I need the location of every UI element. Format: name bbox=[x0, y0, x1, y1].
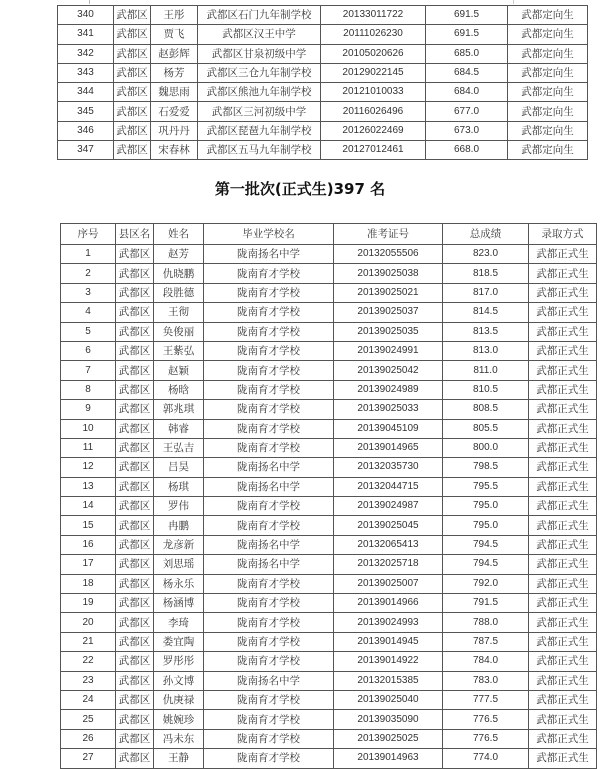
cell-exam-id: 20139024989 bbox=[334, 380, 443, 399]
cell-no: 341 bbox=[58, 25, 114, 44]
cell-method: 武都定向生 bbox=[508, 102, 588, 121]
cell-exam-id: 20116026496 bbox=[321, 102, 426, 121]
cell-score: 798.5 bbox=[443, 458, 529, 477]
cell-method: 武都正式生 bbox=[529, 729, 597, 748]
cell-school: 陇南扬名中学 bbox=[204, 555, 334, 574]
cell-exam-id: 20139025025 bbox=[334, 729, 443, 748]
cell-school: 陇南育才学校 bbox=[204, 652, 334, 671]
cell-name: 王弘吉 bbox=[154, 438, 204, 457]
cell-score: 776.5 bbox=[443, 729, 529, 748]
cell-score: 794.5 bbox=[443, 555, 529, 574]
page-edge-mark bbox=[89, 0, 90, 4]
cell-school: 陇南育才学校 bbox=[204, 613, 334, 632]
cell-method: 武都正式生 bbox=[529, 497, 597, 516]
cell-county: 武都区 bbox=[116, 341, 154, 360]
cell-score: 684.5 bbox=[426, 63, 508, 82]
cell-school: 陇南育才学校 bbox=[204, 574, 334, 593]
table-row bbox=[61, 477, 597, 496]
cell-county: 武都区 bbox=[116, 690, 154, 709]
cell-exam-id: 20132065413 bbox=[334, 535, 443, 554]
cell-name: 赵颖 bbox=[154, 361, 204, 380]
cell-name: 魏思雨 bbox=[151, 83, 198, 102]
cell-no: 17 bbox=[61, 555, 116, 574]
cell-school: 陇南扬名中学 bbox=[204, 458, 334, 477]
cell-method: 武都正式生 bbox=[529, 710, 597, 729]
cell-score: 818.5 bbox=[443, 264, 529, 283]
cell-name: 石爱爱 bbox=[151, 102, 198, 121]
cell-county: 武都区 bbox=[116, 535, 154, 554]
cell-county: 武都区 bbox=[116, 322, 154, 341]
cell-score: 791.5 bbox=[443, 594, 529, 613]
cell-no: 345 bbox=[58, 102, 114, 121]
cell-score: 777.5 bbox=[443, 690, 529, 709]
cell-score: 813.0 bbox=[443, 341, 529, 360]
cell-method: 武都正式生 bbox=[529, 458, 597, 477]
cell-name: 罗伟 bbox=[154, 497, 204, 516]
cell-exam-id: 20139025045 bbox=[334, 516, 443, 535]
page-edge-mark bbox=[513, 0, 514, 4]
cell-county: 武都区 bbox=[116, 400, 154, 419]
cell-method: 武都正式生 bbox=[529, 361, 597, 380]
cell-exam-id: 20139025021 bbox=[334, 283, 443, 302]
cell-name: 冉鹏 bbox=[154, 516, 204, 535]
cell-exam-id: 20129022145 bbox=[321, 63, 426, 82]
header-method: 录取方式 bbox=[529, 224, 597, 245]
cell-method: 武都正式生 bbox=[529, 594, 597, 613]
cell-school: 武都区五马九年制学校 bbox=[198, 141, 321, 160]
cell-method: 武都定向生 bbox=[508, 25, 588, 44]
cell-score: 811.0 bbox=[443, 361, 529, 380]
table-row bbox=[61, 380, 597, 399]
cell-county: 武都区 bbox=[114, 44, 151, 63]
cell-school: 陇南育才学校 bbox=[204, 438, 334, 457]
cell-county: 武都区 bbox=[116, 283, 154, 302]
cell-exam-id: 20105020626 bbox=[321, 44, 426, 63]
cell-school: 陇南育才学校 bbox=[204, 303, 334, 322]
cell-name: 王彻 bbox=[154, 303, 204, 322]
cell-score: 813.5 bbox=[443, 322, 529, 341]
cell-no: 10 bbox=[61, 419, 116, 438]
cell-name: 仇庚禄 bbox=[154, 690, 204, 709]
cell-name: 赵彭辉 bbox=[151, 44, 198, 63]
cell-score: 776.5 bbox=[443, 710, 529, 729]
cell-score: 795.0 bbox=[443, 497, 529, 516]
cell-school: 武都区石门九年制学校 bbox=[198, 6, 321, 25]
cell-name: 贾飞 bbox=[151, 25, 198, 44]
cell-name: 王静 bbox=[154, 749, 204, 768]
cell-name: 姚婉珍 bbox=[154, 710, 204, 729]
cell-school: 陇南育才学校 bbox=[204, 729, 334, 748]
cell-county: 武都区 bbox=[116, 710, 154, 729]
cell-name: 娄宜陶 bbox=[154, 632, 204, 651]
cell-method: 武都正式生 bbox=[529, 322, 597, 341]
cell-no: 5 bbox=[61, 322, 116, 341]
cell-county: 武都区 bbox=[114, 63, 151, 82]
table-row bbox=[58, 44, 588, 63]
cell-name: 奂俊丽 bbox=[154, 322, 204, 341]
cell-name: 吕昊 bbox=[154, 458, 204, 477]
table-row bbox=[61, 516, 597, 535]
cell-method: 武都正式生 bbox=[529, 671, 597, 690]
cell-score: 783.0 bbox=[443, 671, 529, 690]
cell-county: 武都区 bbox=[116, 380, 154, 399]
cell-name: 巩丹丹 bbox=[151, 121, 198, 140]
header-score: 总成绩 bbox=[443, 224, 529, 245]
cell-county: 武都区 bbox=[116, 264, 154, 283]
table-row bbox=[61, 710, 597, 729]
cell-school: 陇南育才学校 bbox=[204, 632, 334, 651]
first-batch-students-table bbox=[60, 223, 597, 769]
cell-method: 武都定向生 bbox=[508, 6, 588, 25]
table-row bbox=[61, 264, 597, 283]
cell-school: 武都区琵琶九年制学校 bbox=[198, 121, 321, 140]
cell-score: 795.5 bbox=[443, 477, 529, 496]
table-row bbox=[61, 690, 597, 709]
cell-school: 陇南育才学校 bbox=[204, 322, 334, 341]
cell-score: 795.0 bbox=[443, 516, 529, 535]
cell-method: 武都定向生 bbox=[508, 63, 588, 82]
cell-method: 武都正式生 bbox=[529, 749, 597, 768]
table-row bbox=[58, 6, 588, 25]
header-no: 序号 bbox=[61, 224, 116, 245]
cell-county: 武都区 bbox=[116, 497, 154, 516]
cell-score: 784.0 bbox=[443, 652, 529, 671]
cell-no: 19 bbox=[61, 594, 116, 613]
table-header-row bbox=[61, 224, 597, 245]
cell-no: 12 bbox=[61, 458, 116, 477]
cell-no: 25 bbox=[61, 710, 116, 729]
table-row bbox=[61, 303, 597, 322]
cell-name: 郭兆琪 bbox=[154, 400, 204, 419]
cell-method: 武都正式生 bbox=[529, 419, 597, 438]
cell-exam-id: 20139014922 bbox=[334, 652, 443, 671]
table-row bbox=[58, 63, 588, 82]
cell-method: 武都正式生 bbox=[529, 516, 597, 535]
table-row bbox=[61, 400, 597, 419]
cell-county: 武都区 bbox=[114, 102, 151, 121]
cell-school: 武都区三河初级中学 bbox=[198, 102, 321, 121]
cell-name: 冯未东 bbox=[154, 729, 204, 748]
cell-method: 武都定向生 bbox=[508, 121, 588, 140]
cell-no: 26 bbox=[61, 729, 116, 748]
cell-school: 陇南育才学校 bbox=[204, 710, 334, 729]
cell-exam-id: 20121010033 bbox=[321, 83, 426, 102]
cell-county: 武都区 bbox=[114, 141, 151, 160]
cell-county: 武都区 bbox=[116, 671, 154, 690]
cell-name: 王彤 bbox=[151, 6, 198, 25]
table-row bbox=[58, 121, 588, 140]
table-row bbox=[58, 141, 588, 160]
cell-no: 2 bbox=[61, 264, 116, 283]
cell-no: 20 bbox=[61, 613, 116, 632]
cell-score: 800.0 bbox=[443, 438, 529, 457]
cell-method: 武都正式生 bbox=[529, 341, 597, 360]
cell-exam-id: 20139024991 bbox=[334, 341, 443, 360]
cell-score: 774.0 bbox=[443, 749, 529, 768]
cell-exam-id: 20132055506 bbox=[334, 245, 443, 264]
cell-school: 陇南扬名中学 bbox=[204, 245, 334, 264]
cell-score: 808.5 bbox=[443, 400, 529, 419]
cell-exam-id: 20139025040 bbox=[334, 690, 443, 709]
cell-county: 武都区 bbox=[116, 729, 154, 748]
cell-exam-id: 20139035090 bbox=[334, 710, 443, 729]
table-row bbox=[61, 594, 597, 613]
table-row bbox=[61, 245, 597, 264]
table-row bbox=[61, 438, 597, 457]
cell-name: 王紫弘 bbox=[154, 341, 204, 360]
header-county: 县区名 bbox=[116, 224, 154, 245]
cell-exam-id: 20139045109 bbox=[334, 419, 443, 438]
cell-method: 武都正式生 bbox=[529, 574, 597, 593]
cell-score: 787.5 bbox=[443, 632, 529, 651]
cell-county: 武都区 bbox=[116, 555, 154, 574]
table-row bbox=[61, 555, 597, 574]
cell-school: 武都区三仓九年制学校 bbox=[198, 63, 321, 82]
cell-name: 杨涵博 bbox=[154, 594, 204, 613]
cell-county: 武都区 bbox=[114, 121, 151, 140]
cell-no: 8 bbox=[61, 380, 116, 399]
cell-name: 杨芳 bbox=[151, 63, 198, 82]
cell-school: 陇南育才学校 bbox=[204, 497, 334, 516]
cell-exam-id: 20139024987 bbox=[334, 497, 443, 516]
table-row bbox=[58, 102, 588, 121]
cell-name: 杨琪 bbox=[154, 477, 204, 496]
table-row bbox=[61, 361, 597, 380]
cell-school: 陇南育才学校 bbox=[204, 419, 334, 438]
cell-method: 武都正式生 bbox=[529, 632, 597, 651]
cell-exam-id: 20139014965 bbox=[334, 438, 443, 457]
cell-no: 343 bbox=[58, 63, 114, 82]
table-row bbox=[61, 458, 597, 477]
cell-exam-id: 20133011722 bbox=[321, 6, 426, 25]
cell-method: 武都正式生 bbox=[529, 477, 597, 496]
cell-name: 李琦 bbox=[154, 613, 204, 632]
cell-no: 7 bbox=[61, 361, 116, 380]
cell-no: 4 bbox=[61, 303, 116, 322]
cell-no: 11 bbox=[61, 438, 116, 457]
cell-county: 武都区 bbox=[116, 245, 154, 264]
cell-county: 武都区 bbox=[116, 652, 154, 671]
cell-exam-id: 20139025033 bbox=[334, 400, 443, 419]
cell-no: 342 bbox=[58, 44, 114, 63]
cell-county: 武都区 bbox=[116, 361, 154, 380]
cell-name: 仇晓鹏 bbox=[154, 264, 204, 283]
cell-no: 13 bbox=[61, 477, 116, 496]
cell-exam-id: 20139014966 bbox=[334, 594, 443, 613]
cell-name: 段胜德 bbox=[154, 283, 204, 302]
cell-score: 814.5 bbox=[443, 303, 529, 322]
cell-no: 24 bbox=[61, 690, 116, 709]
cell-method: 武都正式生 bbox=[529, 438, 597, 457]
cell-county: 武都区 bbox=[114, 83, 151, 102]
table-row bbox=[61, 749, 597, 768]
cell-score: 794.5 bbox=[443, 535, 529, 554]
table-row bbox=[61, 341, 597, 360]
cell-school: 武都区熊池九年制学校 bbox=[198, 83, 321, 102]
cell-no: 18 bbox=[61, 574, 116, 593]
section-title: 第一批次(正式生)397 名 bbox=[214, 180, 386, 198]
cell-score: 668.0 bbox=[426, 141, 508, 160]
cell-score: 810.5 bbox=[443, 380, 529, 399]
cell-no: 346 bbox=[58, 121, 114, 140]
cell-no: 27 bbox=[61, 749, 116, 768]
cell-no: 1 bbox=[61, 245, 116, 264]
cell-method: 武都正式生 bbox=[529, 535, 597, 554]
cell-school: 陇南育才学校 bbox=[204, 264, 334, 283]
cell-exam-id: 20126022469 bbox=[321, 121, 426, 140]
cell-name: 孙文博 bbox=[154, 671, 204, 690]
cell-name: 杨晗 bbox=[154, 380, 204, 399]
table-row bbox=[61, 535, 597, 554]
table-row bbox=[58, 25, 588, 44]
table-row bbox=[61, 574, 597, 593]
cell-exam-id: 20139024993 bbox=[334, 613, 443, 632]
cell-score: 691.5 bbox=[426, 25, 508, 44]
cell-school: 陇南育才学校 bbox=[204, 400, 334, 419]
cell-no: 6 bbox=[61, 341, 116, 360]
cell-no: 23 bbox=[61, 671, 116, 690]
cell-exam-id: 20111026230 bbox=[321, 25, 426, 44]
cell-county: 武都区 bbox=[116, 632, 154, 651]
cell-name: 杨永乐 bbox=[154, 574, 204, 593]
table-row bbox=[61, 283, 597, 302]
header-name: 姓名 bbox=[154, 224, 204, 245]
cell-method: 武都正式生 bbox=[529, 555, 597, 574]
cell-no: 22 bbox=[61, 652, 116, 671]
cell-county: 武都区 bbox=[116, 458, 154, 477]
header-exam-id: 准考证号 bbox=[334, 224, 443, 245]
cell-county: 武都区 bbox=[116, 574, 154, 593]
table-row bbox=[61, 497, 597, 516]
cell-method: 武都正式生 bbox=[529, 690, 597, 709]
cell-county: 武都区 bbox=[116, 594, 154, 613]
cell-score: 805.5 bbox=[443, 419, 529, 438]
cell-exam-id: 20127012461 bbox=[321, 141, 426, 160]
cell-method: 武都正式生 bbox=[529, 380, 597, 399]
cell-score: 684.0 bbox=[426, 83, 508, 102]
directed-students-table-continued bbox=[57, 5, 588, 160]
cell-exam-id: 20139014963 bbox=[334, 749, 443, 768]
cell-county: 武都区 bbox=[116, 419, 154, 438]
cell-no: 15 bbox=[61, 516, 116, 535]
cell-no: 21 bbox=[61, 632, 116, 651]
cell-name: 罗彤彤 bbox=[154, 652, 204, 671]
cell-name: 宋春林 bbox=[151, 141, 198, 160]
cell-county: 武都区 bbox=[116, 303, 154, 322]
cell-county: 武都区 bbox=[114, 6, 151, 25]
cell-school: 陇南育才学校 bbox=[204, 516, 334, 535]
header-school: 毕业学校名 bbox=[204, 224, 334, 245]
cell-method: 武都定向生 bbox=[508, 83, 588, 102]
cell-no: 16 bbox=[61, 535, 116, 554]
cell-score: 691.5 bbox=[426, 6, 508, 25]
table-row bbox=[61, 419, 597, 438]
main-table-body bbox=[61, 245, 597, 769]
cell-school: 陇南育才学校 bbox=[204, 283, 334, 302]
cell-score: 788.0 bbox=[443, 613, 529, 632]
cell-exam-id: 20132025718 bbox=[334, 555, 443, 574]
cell-exam-id: 20139025035 bbox=[334, 322, 443, 341]
cell-school: 陇南育才学校 bbox=[204, 380, 334, 399]
cell-score: 823.0 bbox=[443, 245, 529, 264]
cell-name: 韩睿 bbox=[154, 419, 204, 438]
table-row bbox=[61, 613, 597, 632]
cell-method: 武都正式生 bbox=[529, 245, 597, 264]
cell-school: 陇南育才学校 bbox=[204, 749, 334, 768]
cell-exam-id: 20139025007 bbox=[334, 574, 443, 593]
cell-method: 武都正式生 bbox=[529, 613, 597, 632]
cell-exam-id: 20139025038 bbox=[334, 264, 443, 283]
cell-school: 陇南育才学校 bbox=[204, 341, 334, 360]
cell-no: 344 bbox=[58, 83, 114, 102]
cell-score: 685.0 bbox=[426, 44, 508, 63]
cell-name: 龙彦新 bbox=[154, 535, 204, 554]
cell-county: 武都区 bbox=[116, 477, 154, 496]
cell-school: 陇南扬名中学 bbox=[204, 671, 334, 690]
cell-county: 武都区 bbox=[114, 25, 151, 44]
cell-method: 武都正式生 bbox=[529, 652, 597, 671]
cell-school: 陇南育才学校 bbox=[204, 361, 334, 380]
table-row bbox=[61, 632, 597, 651]
cell-school: 陇南扬名中学 bbox=[204, 477, 334, 496]
cell-exam-id: 20132035730 bbox=[334, 458, 443, 477]
cell-exam-id: 20132015385 bbox=[334, 671, 443, 690]
table-row bbox=[61, 671, 597, 690]
cell-no: 340 bbox=[58, 6, 114, 25]
cell-county: 武都区 bbox=[116, 516, 154, 535]
cell-school: 陇南育才学校 bbox=[204, 690, 334, 709]
table-row bbox=[61, 652, 597, 671]
cell-school: 陇南育才学校 bbox=[204, 594, 334, 613]
cell-score: 677.0 bbox=[426, 102, 508, 121]
cell-method: 武都定向生 bbox=[508, 44, 588, 63]
cell-score: 792.0 bbox=[443, 574, 529, 593]
cell-county: 武都区 bbox=[116, 613, 154, 632]
cell-method: 武都正式生 bbox=[529, 283, 597, 302]
cell-exam-id: 20139014945 bbox=[334, 632, 443, 651]
top-table-body bbox=[58, 6, 588, 160]
table-row bbox=[58, 83, 588, 102]
cell-no: 9 bbox=[61, 400, 116, 419]
cell-exam-id: 20139025042 bbox=[334, 361, 443, 380]
cell-school: 陇南扬名中学 bbox=[204, 535, 334, 554]
cell-county: 武都区 bbox=[116, 438, 154, 457]
cell-no: 347 bbox=[58, 141, 114, 160]
cell-no: 3 bbox=[61, 283, 116, 302]
cell-name: 刘思瑶 bbox=[154, 555, 204, 574]
cell-school: 武都区甘泉初级中学 bbox=[198, 44, 321, 63]
table-row bbox=[61, 729, 597, 748]
cell-exam-id: 20132044715 bbox=[334, 477, 443, 496]
cell-score: 673.0 bbox=[426, 121, 508, 140]
cell-school: 武都区汉王中学 bbox=[198, 25, 321, 44]
cell-method: 武都正式生 bbox=[529, 303, 597, 322]
table-row bbox=[61, 322, 597, 341]
cell-score: 817.0 bbox=[443, 283, 529, 302]
cell-exam-id: 20139025037 bbox=[334, 303, 443, 322]
cell-county: 武都区 bbox=[116, 749, 154, 768]
cell-method: 武都正式生 bbox=[529, 264, 597, 283]
cell-no: 14 bbox=[61, 497, 116, 516]
cell-name: 赵芳 bbox=[154, 245, 204, 264]
cell-method: 武都正式生 bbox=[529, 400, 597, 419]
cell-method: 武都定向生 bbox=[508, 141, 588, 160]
